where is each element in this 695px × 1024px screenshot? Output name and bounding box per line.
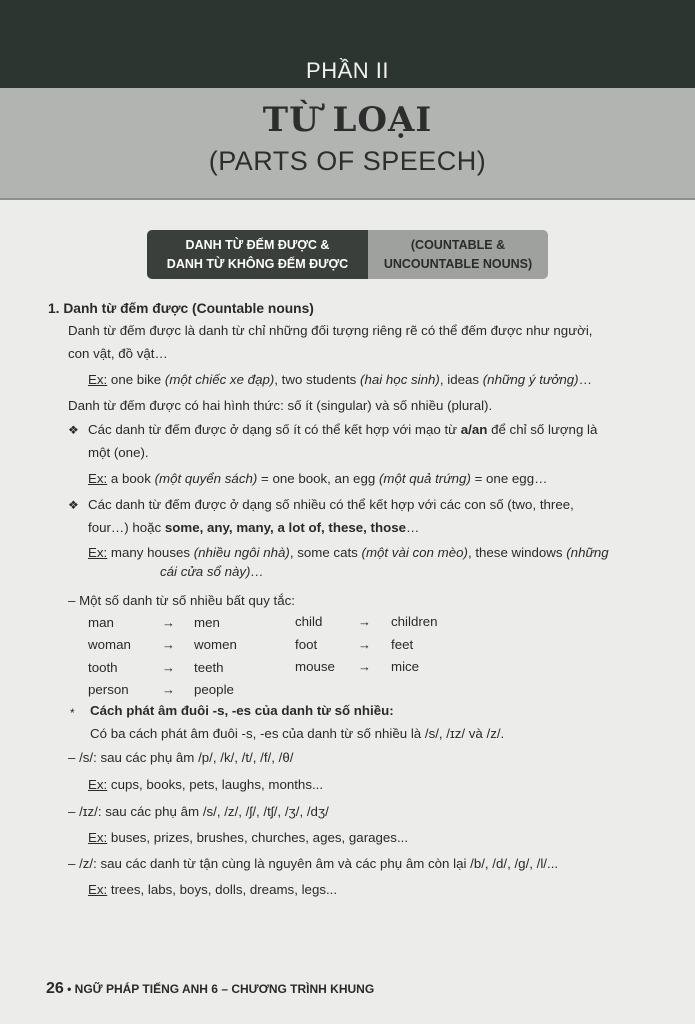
irregular-singular: child: [295, 614, 323, 629]
ex1-b: (một chiếc xe đạp): [164, 372, 275, 387]
b2-text-b: some, any, many, a lot of, these, those: [164, 520, 407, 535]
ex2-a: a book: [110, 471, 151, 486]
example-2: [88, 468, 547, 490]
page-footer: [46, 980, 374, 998]
ex-label: Ex:: [88, 830, 108, 845]
irregular-singular: mouse: [295, 659, 335, 674]
b1-text-c: để chỉ số lượng là: [487, 422, 598, 437]
topic-vi-line2: DANH TỪ KHÔNG ĐẾM ĐƯỢC: [166, 256, 349, 271]
ex1-f: (những ý tưởng): [482, 372, 579, 387]
irregular-plural: people: [194, 682, 234, 697]
ex3-d: (một vài con mèo): [361, 545, 468, 560]
chapter-subtitle: (PARTS OF SPEECH): [208, 146, 487, 176]
ex3-f: (những: [566, 545, 609, 560]
b2-text-a: four…) hoặc: [88, 520, 165, 535]
ex-label: Ex:: [88, 882, 108, 897]
example-1: [88, 369, 592, 391]
irregular-intro: – Một số danh từ số nhiều bất quy tắc:: [68, 593, 295, 608]
section-heading: 1. Danh từ đếm được (Countable nouns): [48, 301, 314, 316]
pronunciation-title: Cách phát âm đuôi -s, -es của danh từ số nhiều:: [90, 703, 394, 718]
forms-sentence: Danh từ đếm được có hai hình thức: số ít (singular) và số nhiều (plural).: [68, 398, 493, 413]
page-number: 26: [46, 980, 64, 997]
part-label: PHẦN II: [306, 58, 389, 83]
ex1-e: , ideas: [439, 372, 480, 387]
arrow-icon: →: [358, 637, 371, 652]
rule-s: – /s/: sau các phụ âm /p/, /k/, /t/, /f/, /θ/: [68, 750, 294, 765]
irregular-singular: person: [88, 682, 129, 697]
topic-en-line1: (COUNTABLE &: [410, 237, 506, 252]
rule-iz-example: [88, 827, 408, 849]
b1-text-b: a/an: [460, 422, 488, 437]
topic-en-line2: UNCOUNTABLE NOUNS): [383, 256, 533, 271]
b1-text-a: Các danh từ đếm được ở dạng số ít có thể kết hợp với mạo từ: [88, 422, 461, 437]
ex-label: Ex:: [88, 372, 108, 387]
bullet2-line1: Các danh từ đếm được ở dạng số nhiều có thể kết hợp với các con số (two, three,: [88, 497, 574, 512]
topic-box-english: [368, 230, 548, 279]
rule-z-words: trees, labs, boys, dolls, dreams, legs...: [110, 882, 338, 897]
rule-iz-words: buses, prizes, brushes, churches, ages, garages...: [110, 830, 409, 845]
irregular-plural: mice: [391, 659, 420, 674]
bullet1-line1: [88, 419, 597, 441]
bullet1-line2: một (one).: [88, 445, 149, 460]
ex3-b: (nhiều ngôi nhà): [193, 545, 290, 560]
ex2-c: = one book, an egg: [261, 471, 376, 486]
irregular-plural: men: [194, 615, 220, 630]
rule-z: – /z/: sau các danh từ tận cùng là nguyên âm và các phụ âm còn lại /b/, /d/, /g/, /l/...: [68, 856, 559, 871]
ex2-b: (một quyển sách): [154, 471, 258, 486]
irregular-singular: woman: [88, 637, 131, 652]
rule-iz: – /ɪz/: sau các phụ âm /s/, /z/, /ʃ/, /tʃ/, /ʒ/, /dʒ/: [68, 804, 329, 819]
chapter-title: TỪ LOẠI: [262, 100, 433, 140]
irregular-plural: children: [391, 614, 438, 629]
ex-label: Ex:: [88, 471, 108, 486]
arrow-icon: →: [162, 660, 175, 675]
ex3-e: , these windows: [467, 545, 563, 560]
ex-label: Ex:: [88, 545, 108, 560]
arrow-icon: →: [358, 614, 371, 629]
irregular-plural: feet: [391, 637, 414, 652]
definition-line1: Danh từ đếm được là danh từ chỉ những đối tượng riêng rẽ có thể đếm được như người,: [68, 323, 593, 338]
arrow-icon: →: [162, 637, 175, 652]
ex1-a: one bike: [110, 372, 162, 387]
b2-text-c: …: [406, 520, 420, 535]
arrow-icon: →: [162, 682, 175, 697]
irregular-singular: man: [88, 615, 114, 630]
ex3-a: many houses: [110, 545, 191, 560]
ex1-g: …: [578, 372, 592, 387]
rule-s-example: [88, 774, 323, 796]
topic-vi-line1: DANH TỪ ĐẾM ĐƯỢC &: [185, 237, 330, 252]
example-3-cont: cái cửa sổ này)…: [160, 564, 264, 579]
pronunciation-intro: Có ba cách phát âm đuôi -s, -es của danh từ số nhiều là /s/, /ɪz/ và /z/.: [90, 726, 505, 741]
irregular-singular: foot: [295, 637, 318, 652]
ex-label: Ex:: [88, 777, 108, 792]
ex2-e: = one egg…: [474, 471, 548, 486]
diamond-bullet-icon: ❖: [68, 498, 79, 512]
topic-box-vietnamese: [147, 230, 368, 279]
ex2-d: (một quả trứng): [378, 471, 471, 486]
ex1-c: , two students: [274, 372, 357, 387]
irregular-plural: teeth: [194, 660, 224, 675]
bullet2-line2: [88, 517, 419, 539]
irregular-singular: tooth: [88, 660, 118, 675]
arrow-icon: →: [358, 659, 371, 674]
topic-box: [147, 230, 548, 279]
diamond-bullet-icon: ❖: [68, 423, 79, 437]
rule-z-example: [88, 879, 337, 901]
ex3-c: , some cats: [289, 545, 358, 560]
arrow-icon: →: [162, 615, 175, 630]
definition-line2: con vật, đồ vật…: [68, 346, 168, 361]
rule-s-words: cups, books, pets, laughs, months...: [110, 777, 324, 792]
footer-book-title: • NGỮ PHÁP TIẾNG ANH 6 – CHƯƠNG TRÌNH KHUNG: [67, 982, 375, 996]
asterisk-bullet-icon: *: [70, 706, 75, 720]
irregular-plural: women: [194, 637, 237, 652]
ex1-d: (hai học sinh): [360, 372, 440, 387]
